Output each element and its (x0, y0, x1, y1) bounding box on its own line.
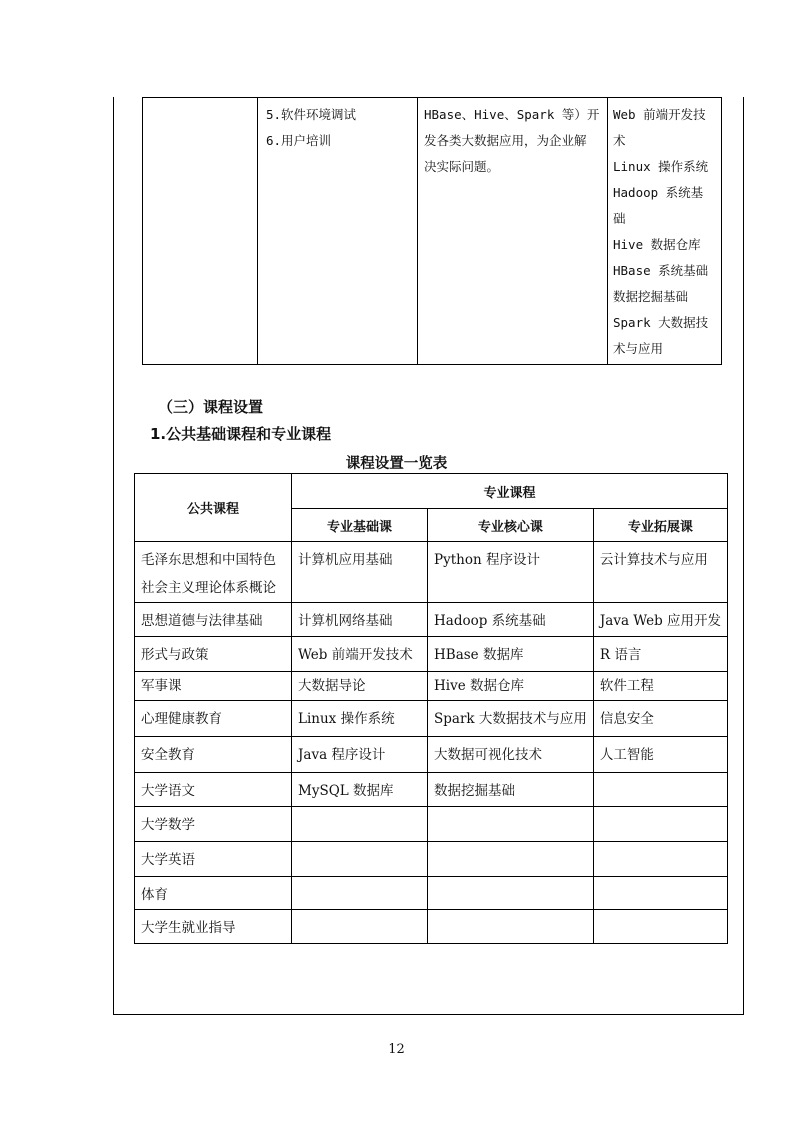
table-row (135, 842, 728, 877)
public-course-cell: 安全教育 (135, 737, 292, 773)
continued-cell-description (418, 98, 608, 365)
public-course-cell: 大学数学 (135, 807, 292, 842)
sub-section-title: 1.公共基础课程和专业课程 (150, 425, 332, 443)
page-number: 12 (388, 1042, 405, 1057)
core-course-cell: Hadoop 系统基础 (428, 603, 594, 637)
continued-table (142, 97, 722, 365)
header-major-courses: 专业课程 (292, 474, 728, 509)
course-line: 术 (613, 133, 626, 148)
extension-course-cell: Java Web 应用开发 (593, 603, 727, 637)
basic-course-cell (292, 842, 428, 877)
core-course-cell: Python 程序设计 (428, 542, 594, 603)
core-course-cell: HBase 数据库 (428, 637, 594, 672)
header-public-courses: 公共课程 (135, 474, 292, 542)
course-line: 础 (613, 211, 626, 226)
table-row (135, 542, 728, 603)
continued-cell-tasks (258, 98, 418, 365)
public-course-line: 社会主义理论体系概论 (141, 580, 276, 596)
course-line: Linux 操作系统 (613, 159, 709, 174)
extension-course-cell: 软件工程 (593, 672, 727, 701)
basic-course-cell (292, 877, 428, 910)
extension-course-cell: R 语言 (593, 637, 727, 672)
header-basic-courses: 专业基础课 (292, 509, 428, 542)
core-course-cell (428, 910, 594, 944)
core-course-cell (428, 807, 594, 842)
table-row (135, 773, 728, 807)
extension-course-cell (593, 773, 727, 807)
extension-course-cell: 信息安全 (593, 701, 727, 737)
continued-cell-empty (143, 98, 258, 365)
basic-course-cell (292, 807, 428, 842)
extension-course-cell: 人工智能 (593, 737, 727, 773)
task-line: 6.用户培训 (266, 133, 332, 148)
course-line: Hive 数据仓库 (613, 237, 701, 252)
public-course-cell: 思想道德与法律基础 (135, 603, 292, 637)
public-course-cell: 大学英语 (135, 842, 292, 877)
description-line: 发各类大数据应用，为企业解 (424, 133, 587, 148)
core-course-cell: Hive 数据仓库 (428, 672, 594, 701)
core-course-cell: Spark 大数据技术与应用 (428, 701, 594, 737)
header-extension-courses: 专业拓展课 (593, 509, 727, 542)
table-row (135, 910, 728, 944)
public-course-cell: 形式与政策 (135, 637, 292, 672)
public-course-cell (135, 542, 292, 603)
course-line: 术与应用 (613, 341, 664, 356)
extension-course-cell: 云计算技术与应用 (593, 542, 727, 603)
extension-course-cell (593, 807, 727, 842)
basic-course-cell: Web 前端开发技术 (292, 637, 428, 672)
basic-course-cell (292, 910, 428, 944)
basic-course-cell: 计算机网络基础 (292, 603, 428, 637)
course-line: Spark 大数据技 (613, 315, 709, 330)
course-line: HBase 系统基础 (613, 263, 709, 278)
table-row (135, 877, 728, 910)
course-table (134, 473, 728, 944)
basic-course-cell: Linux 操作系统 (292, 701, 428, 737)
core-course-cell: 数据挖掘基础 (428, 773, 594, 807)
course-line: Hadoop 系统基 (613, 185, 704, 200)
extension-course-cell (593, 910, 727, 944)
basic-course-cell: MySQL 数据库 (292, 773, 428, 807)
public-course-cell: 大学语文 (135, 773, 292, 807)
description-line: HBase、Hive、Spark 等）开 (424, 107, 600, 122)
public-course-line: 毛泽东思想和中国特色 (141, 552, 276, 568)
basic-course-cell: 计算机应用基础 (292, 542, 428, 603)
continued-cell-courses (608, 98, 722, 365)
core-course-cell (428, 842, 594, 877)
core-course-cell: 大数据可视化技术 (428, 737, 594, 773)
table-row (135, 737, 728, 773)
course-line: 数据挖掘基础 (613, 289, 689, 304)
description-line: 决实际问题。 (424, 159, 500, 174)
basic-course-cell: Java 程序设计 (292, 737, 428, 773)
table-row (135, 603, 728, 637)
course-line: Web 前端开发技 (613, 107, 706, 122)
extension-course-cell (593, 877, 727, 910)
table-row (135, 807, 728, 842)
public-course-cell: 心理健康教育 (135, 701, 292, 737)
core-course-cell (428, 877, 594, 910)
task-line: 5.软件环境调试 (266, 107, 357, 122)
public-course-cell: 体育 (135, 877, 292, 910)
table-caption: 课程设置一览表 (345, 456, 448, 472)
table-row (135, 637, 728, 672)
basic-course-cell: 大数据导论 (292, 672, 428, 701)
public-course-cell: 大学生就业指导 (135, 910, 292, 944)
header-core-courses: 专业核心课 (428, 509, 594, 542)
section-title: （三）课程设置 (158, 398, 264, 416)
public-course-cell: 军事课 (135, 672, 292, 701)
table-row (135, 672, 728, 701)
table-row (135, 701, 728, 737)
extension-course-cell (593, 842, 727, 877)
